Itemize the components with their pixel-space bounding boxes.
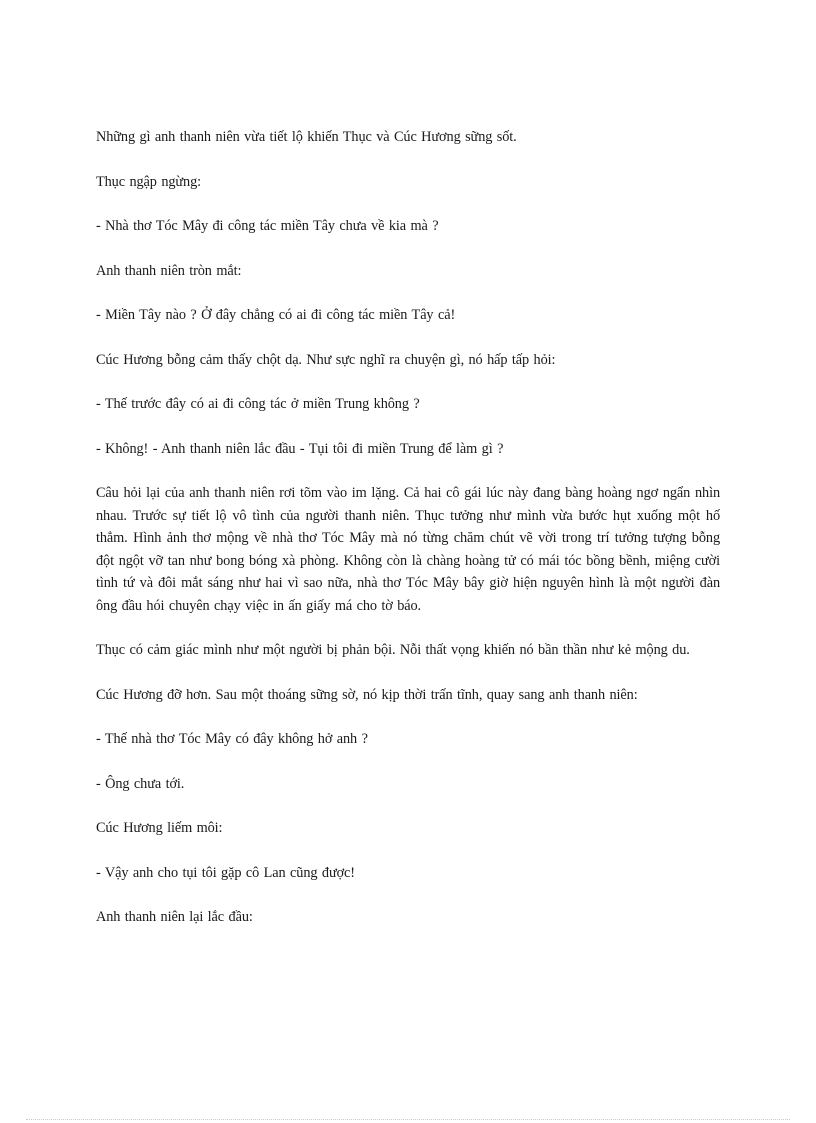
paragraph: - Thế trước đây có ai đi công tác ở miền Trung không ?: [96, 396, 420, 412]
document-body: [96, 126, 720, 929]
paragraph: Thục có cảm giác mình như một người bị phản bội. Nỗi thất vọng khiến nó bần thần như kẻ mộng du.: [96, 642, 690, 658]
paragraph: Cúc Hương bỗng cảm thấy chột dạ. Như sực nghĩ ra chuyện gì, nó hấp tấp hỏi:: [96, 351, 556, 368]
page-bottom-divider: [26, 1119, 790, 1120]
paragraph: - Vậy anh cho tụi tôi gặp cô Lan cũng được!: [96, 864, 355, 881]
paragraph: Thục ngập ngừng:: [96, 173, 202, 190]
paragraph: Cúc Hương đỡ hơn. Sau một thoáng sững sờ, nó kịp thời trấn tĩnh, quay sang anh thanh niên:: [96, 686, 638, 703]
paragraph: - Nhà thơ Tóc Mây đi công tác miền Tây chưa về kia mà ?: [96, 218, 439, 234]
paragraph: - Ông chưa tới.: [96, 775, 185, 792]
paragraph: Những gì anh thanh niên vừa tiết lộ khiến Thục và Cúc Hương sững sốt.: [96, 129, 517, 145]
paragraph: Cúc Hương liếm môi:: [96, 820, 223, 836]
paragraph: - Thế nhà thơ Tóc Mây có đây không hở anh ?: [96, 731, 368, 747]
paragraph: Anh thanh niên tròn mắt:: [96, 262, 242, 279]
paragraph: - Miền Tây nào ? Ở đây chẳng có ai đi công tác miền Tây cả!: [96, 307, 456, 323]
paragraph: - Không! - Anh thanh niên lắc đầu - Tụi tôi đi miền Trung để làm gì ?: [96, 440, 504, 457]
paragraph: Anh thanh niên lại lắc đầu:: [96, 909, 253, 925]
paragraph: Câu hỏi lại của anh thanh niên rơi tõm vào im lặng. Cả hai cô gái lúc này đang bàng hoàng ngơ ngẩn nhìn nhau. Trước sự tiết lộ vô tình của người thanh niên. Thục tưởng như mình vừa bước hụt xuống một hố thẳm. Hình ảnh thơ mộng về nhà thơ Tóc Mây mà nó từng chăm chút vẽ vời trong trí tưởng tượng bỗng đột ngột vỡ tan như bong bóng xà phòng. Không còn là chàng hoàng tử có mái tóc bồng bềnh, miệng cười tình tứ và đôi mắt sáng như hai vì sao nữa, nhà thơ Tóc Mây bây giờ hiện nguyên hình là một người đàn ông đầu hói chuyên chạy việc in ấn giấy má cho tờ báo.: [96, 485, 720, 614]
